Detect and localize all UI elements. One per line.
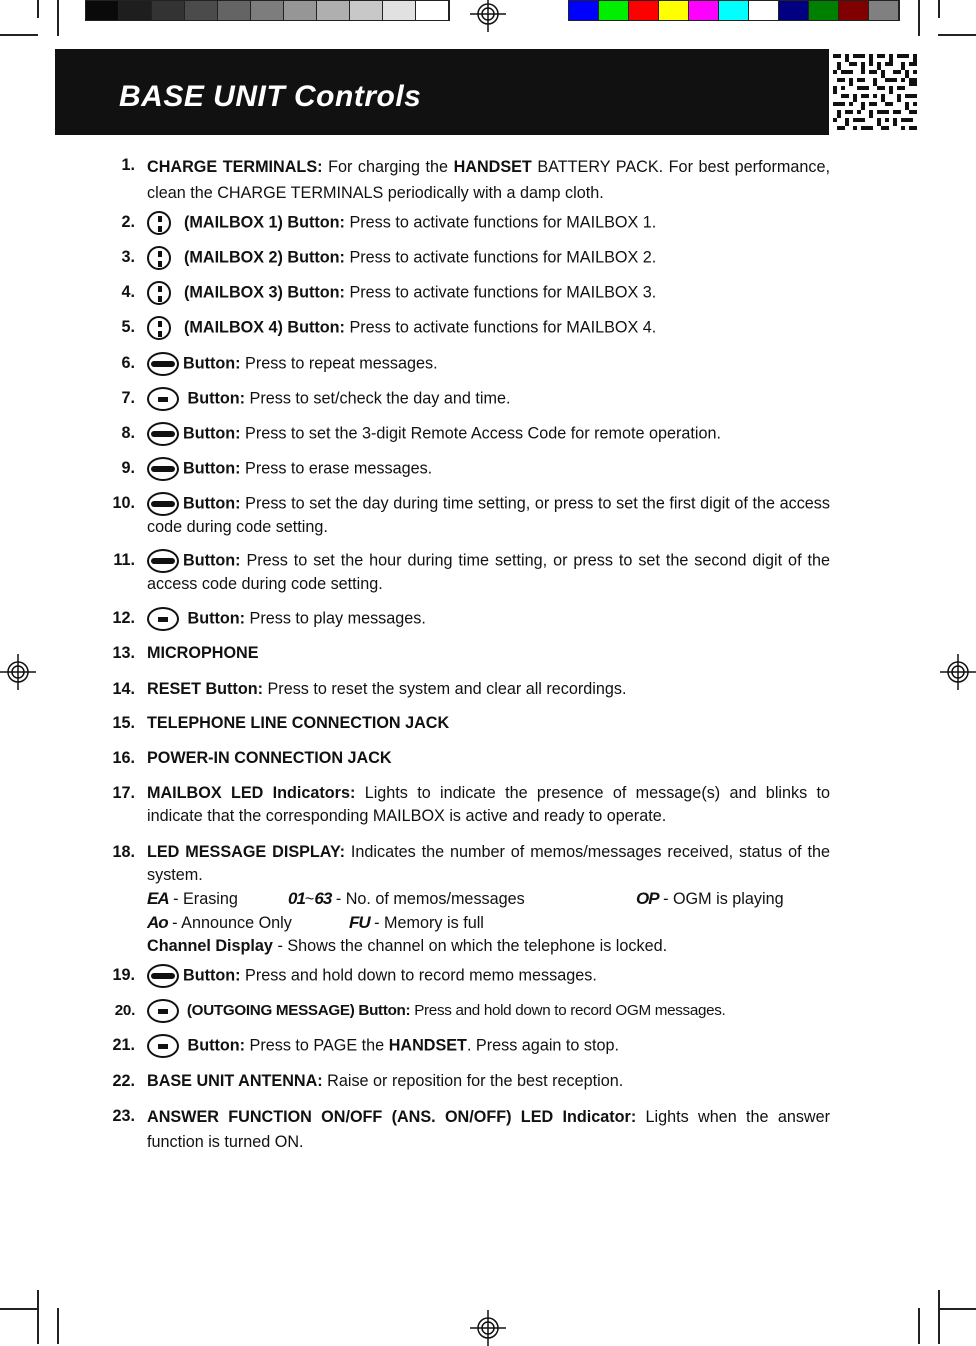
- erase-button-icon: [147, 457, 179, 481]
- list-item: 2. (MAILBOX 1) Button: Press to activate functions for MAILBOX 1.: [95, 211, 830, 235]
- list-item: 22. BASE UNIT ANTENNA: Raise or reposition for the best reception.: [112, 1072, 624, 1090]
- display-legend: EA - Erasing 01~63 - No. of memos/messages OP - OGM is playing Ao - Announce Only FU - Memory is full Channel Display - Shows the channel on which the telephone is locked.: [147, 887, 830, 958]
- list-item: 8. Button: Press to set the 3-digit Remote Access Code for remote operation.: [95, 422, 830, 446]
- list-item: 21. Button: Press to PAGE the HANDSET. Press again to stop.: [95, 1034, 830, 1058]
- crop-mark: [0, 1308, 38, 1310]
- crop-mark: [0, 34, 38, 36]
- list-item: 6. Button: Press to repeat messages.: [95, 352, 830, 376]
- memo-button-icon: [147, 964, 179, 988]
- crop-mark: [918, 0, 920, 36]
- list-item: 12. Button: Press to play messages.: [95, 607, 830, 631]
- day-button-icon: [147, 492, 179, 516]
- registration-mark-icon: [0, 654, 36, 690]
- crop-mark: [37, 0, 39, 18]
- display-legend-row: EA - Erasing 01~63 - No. of memos/messages OP - OGM is playing: [147, 889, 784, 908]
- display-legend-row: Ao - Announce Only FU - Memory is full: [147, 913, 484, 932]
- mailbox-3-button-icon: [147, 281, 171, 305]
- list-item: 9. Button: Press to erase messages.: [95, 457, 830, 481]
- time-button-icon: [147, 387, 179, 411]
- crop-mark: [938, 34, 976, 36]
- crop-mark: [938, 1308, 976, 1310]
- list-item: 18. LED MESSAGE DISPLAY: Indicates the number of memos/messages received, status of the system. EA - Erasing 01~63 - No. of memos/messages OP - OGM is playing Ao - Announce Only FU - Memory is full Channel Display - Shows the channel on which the telephone is locked.: [95, 841, 830, 958]
- list-item: 14. RESET Button: Press to reset the system and clear all recordings.: [112, 680, 627, 698]
- mailbox-2-button-icon: [147, 246, 171, 270]
- repeat-button-icon: [147, 352, 179, 376]
- list-item: 20. (OUTGOING MESSAGE) Button: Press and hold down to record OGM messages.: [95, 999, 830, 1023]
- page-button-icon: [147, 1034, 179, 1058]
- crop-mark: [57, 1308, 59, 1344]
- crop-mark: [37, 1290, 39, 1344]
- crop-mark: [938, 1290, 940, 1344]
- list-item: 15. TELEPHONE LINE CONNECTION JACK: [112, 714, 450, 732]
- list-item: 16. POWER-IN CONNECTION JACK: [112, 749, 392, 767]
- crop-mark: [938, 0, 940, 18]
- mailbox-4-button-icon: [147, 316, 171, 340]
- mailbox-1-button-icon: [147, 211, 171, 235]
- list-item: 19. Button: Press and hold down to record memo messages.: [95, 964, 830, 988]
- color-calibration-bar: [568, 0, 900, 21]
- ogm-button-icon: [147, 999, 179, 1023]
- list-item: 11. Button: Press to set the hour during time setting, or press to set the second digit of the access code during code setting.: [113, 551, 830, 593]
- registration-mark-icon: [940, 654, 976, 690]
- list-item: 4. (MAILBOX 3) Button: Press to activate functions for MAILBOX 3.: [95, 281, 830, 305]
- code-button-icon: [147, 422, 179, 446]
- registration-mark-icon: [470, 1310, 506, 1346]
- list-item: 7. Button: Press to set/check the day and time.: [95, 387, 830, 411]
- list-item: 13. MICROPHONE: [112, 644, 259, 662]
- list-item: 3. (MAILBOX 2) Button: Press to activate functions for MAILBOX 2.: [95, 246, 830, 270]
- section-header: [55, 49, 921, 135]
- list-item: 23. ANSWER FUNCTION ON/OFF (ANS. ON/OFF) LED Indicator: Lights when the answer function is turned ON.: [112, 1107, 831, 1151]
- grayscale-calibration-bar: [85, 0, 450, 21]
- list-item: 17. MAILBOX LED Indicators: Lights to indicate the presence of message(s) and blinks to indicate that the corresponding MAILBOX is active and ready to operate.: [112, 784, 831, 825]
- list-item: 10. Button: Press to set the day during time setting, or press to set the first digit of the access code during code setting.: [112, 494, 830, 536]
- crop-mark: [57, 0, 59, 36]
- registration-mark-icon: [470, 0, 506, 32]
- hour-button-icon: [147, 549, 179, 573]
- play-button-icon: [147, 607, 179, 631]
- list-item: 1. CHARGE TERMINALS: For charging the HANDSET BATTERY PACK. For best performance, clean the CHARGE TERMINALS periodically with a damp cloth.: [121, 156, 831, 202]
- page-title: BASE UNIT Controls: [119, 80, 422, 113]
- crop-mark: [918, 1308, 920, 1344]
- qr-code-icon: [829, 49, 921, 135]
- list-item: 5. (MAILBOX 4) Button: Press to activate functions for MAILBOX 4.: [95, 316, 830, 340]
